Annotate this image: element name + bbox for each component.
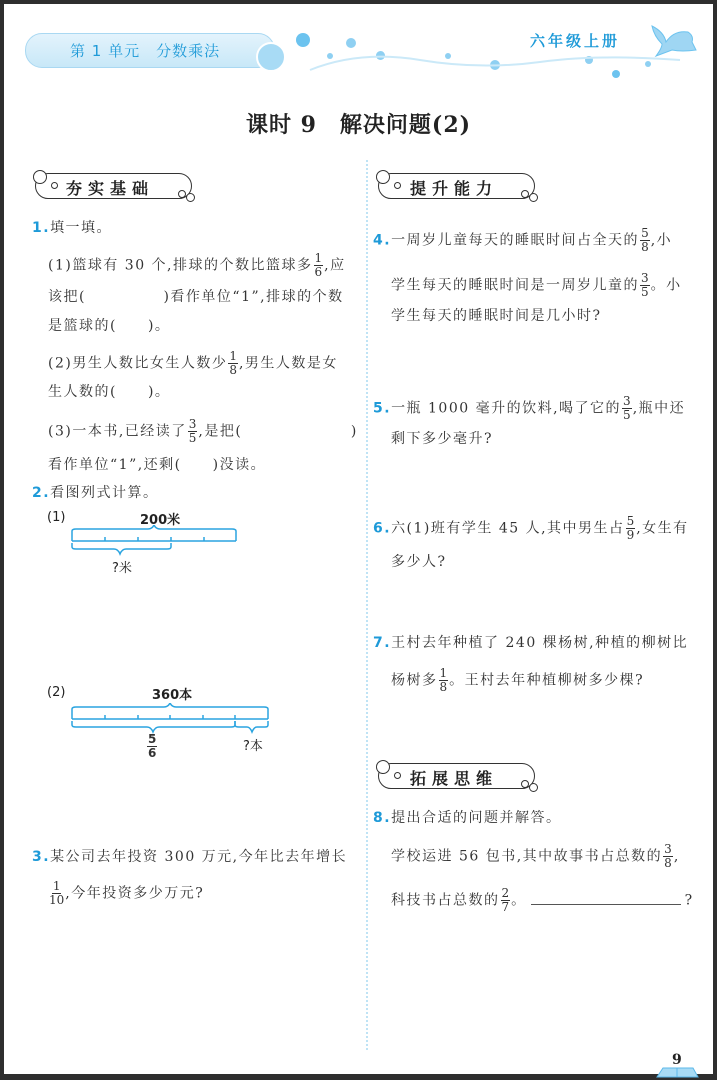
diagram-2-total: 360本: [152, 688, 193, 703]
unit-title: 第 1 单元 分数乘法: [70, 42, 221, 60]
fraction: $\frac{1}{6}$: [314, 251, 323, 279]
diagram-2-fraction: $\frac{5}{6}$: [148, 732, 157, 760]
answer-blank[interactable]: [531, 890, 681, 905]
question-4: 4.一周岁儿童每天的睡眠时间占全天的 $\frac{5}{8}$ ,小: [373, 226, 673, 254]
question-5: 5.一瓶 1000 毫升的饮料,喝了它的 $\frac{3}{5}$ ,瓶中还: [373, 394, 686, 422]
diagram-1-label: (1): [47, 510, 66, 525]
section-label-basic: 夯实基础: [66, 179, 155, 198]
question-8-line-2: 科技书占总数的 $\frac{2}{7}$ 。 ?: [391, 886, 694, 914]
question-1-title: 1.填一填。: [32, 220, 113, 236]
question-4-line-2: 学生每天的睡眠时间是一周岁儿童的 $\frac{3}{5}$ 。小: [391, 271, 682, 299]
question-6-line-2: 多少人?: [391, 554, 447, 570]
grade-label: 六年级上册: [530, 32, 621, 50]
question-8-title: 8.提出合适的问题并解答。: [373, 810, 562, 826]
fraction: $\frac{3}{5}$: [188, 417, 197, 445]
question-3: 3.某公司去年投资 300 万元,今年比去年增长: [32, 849, 348, 865]
question-1-part-3-line-2: 看作单位“1”,还剩( )没读。: [48, 457, 267, 473]
section-label-extend: 拓展思维: [410, 769, 499, 788]
diagram-1-unknown: ?米: [112, 561, 132, 576]
banner-cap: [256, 42, 286, 72]
diagram-2-unknown: ?本: [243, 739, 263, 754]
page-number: 9: [672, 1052, 682, 1068]
question-2-title: 2.看图列式计算。: [32, 485, 159, 501]
book-icon: [655, 1066, 700, 1078]
wave-line-decoration: [300, 40, 700, 80]
question-7-line-2: 杨树多 $\frac{1}{8}$ 。王村去年种植柳树多少棵?: [391, 666, 645, 694]
question-6: 6.六(1)班有学生 45 人,其中男生占 $\frac{5}{9}$ ,女生有: [373, 514, 689, 542]
fraction: $\frac{1}{10}$: [49, 879, 65, 907]
bird-icon: [648, 22, 698, 58]
lesson-title: 课时 9 解决问题(2): [245, 112, 472, 138]
question-1-part-3: (3)一本书,已经读了 $\frac{3}{5}$ ,是把( ): [48, 417, 358, 445]
question-1-part-1-line-3: 是篮球的( )。: [48, 318, 171, 334]
diagram-2-segment-bar: [68, 703, 273, 738]
diagram-1-segment-bar: [68, 525, 243, 560]
question-5-line-2: 剩下多少毫升?: [391, 431, 494, 447]
diagram-1-total: 200米: [140, 513, 181, 528]
question-3-line-2: $\frac{1}{10}$ ,今年投资多少万元?: [49, 879, 205, 907]
question-1-part-1-line-2: 该把( )看作单位“1”,排球的个数: [48, 289, 344, 305]
question-8-line-1: 学校运进 56 包书,其中故事书占总数的 $\frac{3}{8}$ ,: [391, 842, 680, 870]
diagram-2-label: (2): [47, 685, 66, 700]
section-label-improve: 提升能力: [410, 179, 499, 198]
question-1-part-1: (1)篮球有 30 个,排球的个数比篮球多 $\frac{1}{6}$ ,应: [48, 251, 346, 279]
fraction: $\frac{1}{8}$: [229, 349, 237, 377]
question-1-part-2: (2)男生人数比女生人数少 $\frac{1}{8}$ ,男生人数是女: [48, 349, 338, 377]
question-7: 7.王村去年种植了 240 棵杨树,种植的柳树比: [373, 635, 689, 651]
column-divider: [366, 160, 368, 1050]
question-4-line-3: 学生每天的睡眠时间是几小时?: [391, 308, 602, 324]
question-1-part-2-line-2: 生人数的( )。: [48, 384, 171, 400]
